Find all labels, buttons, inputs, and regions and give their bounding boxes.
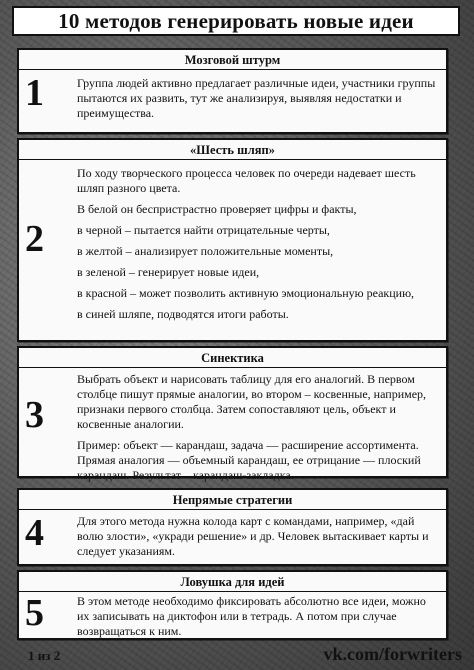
paragraph: Для этого метода нужна колода карт с командами, например, «дай волю злости», «укради решение» и др. Человек вытаскивает карты и следует указаниям.	[77, 514, 429, 558]
method-card-3	[17, 346, 448, 482]
paragraph: Пример: объект — карандаш, задача — расширение ассортимента. Прямая аналогия — объемный карандаш, ее отрицание — плоский карандаш. Результат – карандаш-закладка.	[77, 438, 421, 482]
method-description	[77, 372, 436, 489]
method-number: 1	[25, 72, 44, 114]
method-card-5	[17, 570, 448, 640]
method-card-1	[17, 48, 448, 134]
method-heading: Ловушка для идей	[19, 572, 446, 592]
paragraph: в красной – может позволить активную эмоциональную реакцию,	[77, 286, 415, 300]
paragraph: в зеленой – генерирует новые идеи,	[77, 265, 260, 279]
paragraph: Группа людей активно предлагает различные идеи, участники группы пытаются их развить, тут же анализируя, выявляя недостатки и преимущества.	[77, 76, 436, 120]
method-heading: Непрямые стратегии	[19, 490, 446, 510]
method-card-4	[17, 488, 448, 566]
page-title: 10 методов генерировать новые идеи	[12, 6, 460, 36]
paragraph: в черной – пытается найти отрицательные черты,	[77, 223, 330, 237]
method-card-2	[17, 138, 448, 342]
paragraph: в синей шляпе, подводятся итоги работы.	[77, 307, 289, 321]
method-description	[77, 594, 436, 645]
paragraph: в желтой – анализирует положительные моменты,	[77, 244, 334, 258]
paragraph: По ходу творческого процесса человек по очереди надевает шесть шляп разного цвета.	[77, 166, 416, 195]
method-number: 5	[25, 592, 44, 634]
method-heading: Мозговой штурм	[19, 50, 446, 70]
method-number: 3	[25, 394, 44, 436]
source-link[interactable]: vk.com/forwriters	[323, 644, 462, 664]
paragraph: Выбрать объект и нарисовать таблицу для его аналогий. В первом столбце пишут прямые аналогии, во втором – косвенные, например, признаки первого столбца. Затем сопоставляют цель, объект и косвенные аналогии.	[77, 372, 427, 431]
method-description	[77, 514, 436, 565]
paragraph: В этом методе необходимо фиксировать абсолютно все идеи, можно их записывать на диктофон или в тетрадь. А потом при случае возвращаться к ним.	[77, 594, 426, 638]
page-indicator: 1 из 2	[28, 648, 61, 663]
method-heading: Синектика	[19, 348, 446, 368]
method-heading: «Шесть шляп»	[19, 140, 446, 160]
paragraph: В белой он беспристрастно проверяет цифры и факты,	[77, 202, 357, 216]
method-description	[77, 76, 436, 127]
method-number: 4	[25, 512, 44, 554]
method-description	[77, 166, 436, 328]
method-number: 2	[25, 218, 44, 260]
